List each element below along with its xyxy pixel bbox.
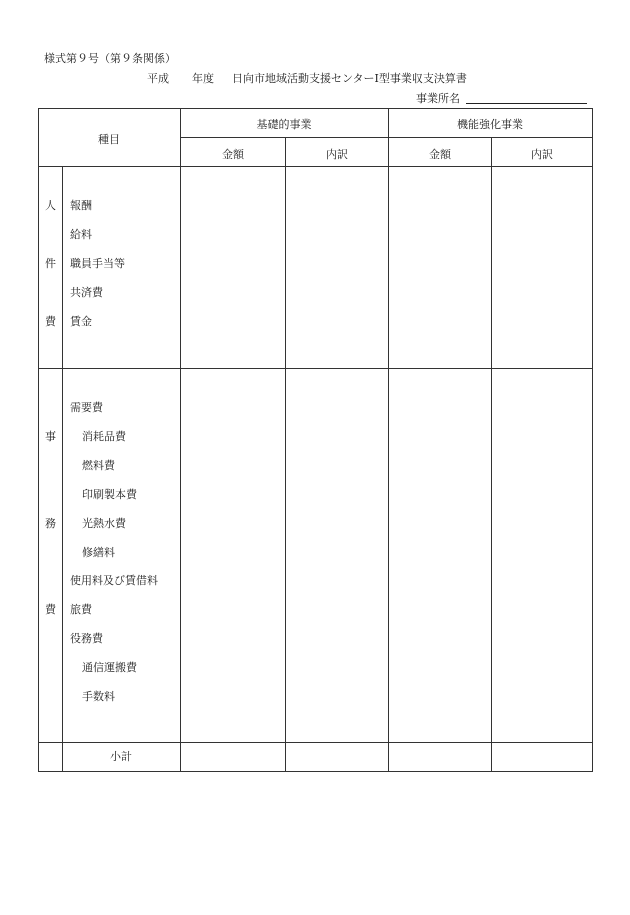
table-rule (285, 137, 286, 772)
table-rule (180, 137, 593, 138)
category-office-char: 事 (45, 430, 56, 443)
line-item: 消耗品費 (82, 430, 126, 443)
table-rule (38, 368, 593, 369)
table-rule (491, 137, 492, 772)
subtotal-label: 小計 (110, 750, 132, 763)
line-item: 賃金 (70, 315, 92, 328)
line-item: 光熱水費 (82, 517, 126, 530)
line-item: 需要費 (70, 401, 103, 414)
line-item: 印刷製本費 (82, 488, 137, 501)
line-item: 役務費 (70, 632, 103, 645)
category-personnel-char: 件 (45, 257, 56, 270)
table-border-top (38, 108, 593, 109)
group-basic-header: 基礎的事業 (256, 118, 312, 131)
line-item: 燃料費 (82, 459, 115, 472)
era-label: 平成 (147, 72, 169, 85)
amount-header-basic: 金額 (222, 148, 244, 161)
line-item: 修繕料 (82, 546, 115, 559)
category-office-char: 務 (45, 517, 56, 530)
group-enhanced-header: 機能強化事業 (457, 118, 523, 131)
document-title: 日向市地域活動支援センターⅠ型事業収支決算書 (232, 72, 467, 85)
category-personnel-char: 費 (45, 315, 56, 328)
line-item: 職員手当等 (70, 257, 125, 270)
line-item: 使用料及び賃借料 (70, 574, 158, 587)
year-label: 年度 (192, 72, 214, 85)
office-name-field[interactable] (466, 103, 587, 104)
line-item: 報酬 (70, 199, 92, 212)
table-rule (180, 108, 181, 772)
line-item: 旅費 (70, 603, 92, 616)
line-item: 給料 (70, 228, 92, 241)
table-border-bottom (38, 771, 593, 772)
category-office-char: 費 (45, 603, 56, 616)
line-item: 通信運搬費 (82, 661, 137, 674)
table-rule (38, 166, 593, 167)
table-rule (388, 108, 389, 772)
settlement-table (38, 108, 593, 772)
table-border-left (38, 108, 39, 772)
table-rule (38, 742, 593, 743)
breakdown-header-basic: 内訳 (326, 148, 348, 161)
form-number: 様式第９号（第９条関係） (44, 52, 176, 65)
office-name-label: 事業所名 (416, 92, 460, 105)
table-border-right (592, 108, 593, 772)
amount-header-enhanced: 金額 (429, 148, 451, 161)
breakdown-header-enhanced: 内訳 (531, 148, 553, 161)
category-personnel-char: 人 (45, 199, 56, 212)
table-rule (62, 166, 63, 771)
line-item: 手数料 (82, 690, 115, 703)
item-header: 種目 (98, 133, 120, 146)
line-item: 共済費 (70, 286, 103, 299)
